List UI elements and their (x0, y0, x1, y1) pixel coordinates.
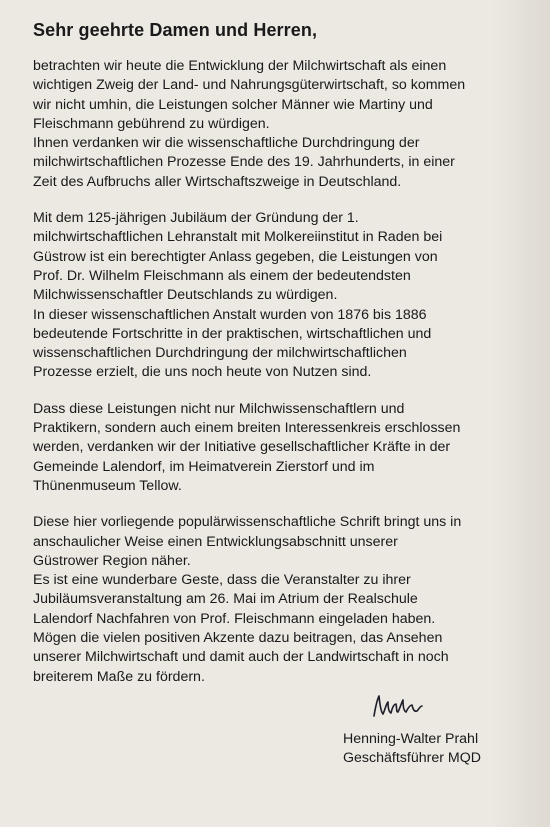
text-line: werden, verdanken wir der Initiative gesellschaftlicher Kräfte in der (33, 439, 451, 456)
text-line: wichtigen Zweig der Land- und Nahrungsgüterwirtschaft, so kommen (33, 77, 466, 94)
text-line: In dieser wissenschaftlichen Anstalt wurden von 1876 bis 1886 (33, 306, 427, 323)
text-line: Ihnen verdanken wir die wissenschaftliche Durchdringung der (33, 135, 420, 152)
text-line: Fleischmann gebührend zu würdigen. (33, 115, 270, 132)
text-line: Mögen die vielen positiven Akzente dazu beitragen, das Ansehen (33, 630, 443, 647)
signature-block (343, 730, 533, 769)
text-line: Dass diese Leistungen nicht nur Milchwissenschaftlern und (33, 400, 405, 417)
text-line: Lalendorf Nachfahren von Prof. Fleischmann eingeladen haben. (33, 610, 436, 627)
letter-page (33, 20, 533, 704)
salutation-heading: Sehr geehrte Damen und Herren, (33, 20, 318, 40)
text-line: bedeutende Fortschritte in der praktischen, wirtschaftlichen und (33, 325, 432, 342)
text-line: Diese hier vorliegende populärwissenschaftliche Schrift bringt uns in (33, 514, 462, 531)
text-line: Güstrow ist ein berechtigter Anlass gegeben, die Leistungen von (33, 248, 438, 265)
paragraph-1 (33, 57, 533, 192)
text-line: unserer Milchwirtschaft und damit auch der Landwirtschaft in noch (33, 649, 449, 666)
text-line: Güstrower Region näher. (33, 552, 191, 569)
text-line: breiterem Maße zu fördern. (33, 668, 205, 685)
text-line: milchwirtschaftlichen Prozesse Ende des 19. Jahrhunderts, in einer (33, 154, 455, 171)
text-line: wir nicht umhin, die Leistungen solcher Männer wie Martiny und (33, 96, 433, 113)
text-line: wissenschaftlichen Durchdringung der milchwirtschaftlichen (33, 345, 407, 362)
paragraph-4 (33, 513, 533, 687)
text-line: Milchwissenschaftler Deutschlands zu würdigen. (33, 287, 338, 304)
text-line: Gemeinde Lalendorf, im Heimatverein Zierstorf und im (33, 458, 375, 475)
text-line: Prozesse erzielt, die uns noch heute von Nutzen sind. (33, 364, 372, 381)
text-line: anschaulicher Weise einen Entwicklungsabschnitt unserer (33, 533, 398, 550)
text-line: milchwirtschaftlichen Lehranstalt mit Molkereiinstitut in Raden bei (33, 229, 443, 246)
text-line: Zeit des Aufbruchs aller Wirtschaftszweige in Deutschland. (33, 173, 402, 190)
text-line: Mit dem 125-jährigen Jubiläum der Gründung der 1. (33, 210, 359, 227)
text-line: betrachten wir heute die Entwicklung der Milchwirtschaft als einen (33, 58, 447, 74)
signatory-title: Geschäftsführer MQD (343, 750, 481, 767)
text-line: Praktikern, sondern auch einem breiten Interessenkreis erschlossen (33, 420, 461, 437)
text-line: Prof. Dr. Wilhelm Fleischmann als einem der bedeutendsten (33, 267, 411, 284)
handwritten-signature (370, 690, 430, 724)
text-line: Thünenmuseum Tellow. (33, 477, 182, 494)
signatory-name: Henning-Walter Prahl (343, 731, 479, 747)
paragraph-3 (33, 400, 533, 496)
paragraph-2 (33, 209, 533, 383)
text-line: Es ist eine wunderbare Geste, dass die Veranstalter zu ihrer (33, 572, 411, 589)
text-line: Jubiläumsveranstaltung am 26. Mai im Atrium der Realschule (33, 591, 418, 608)
